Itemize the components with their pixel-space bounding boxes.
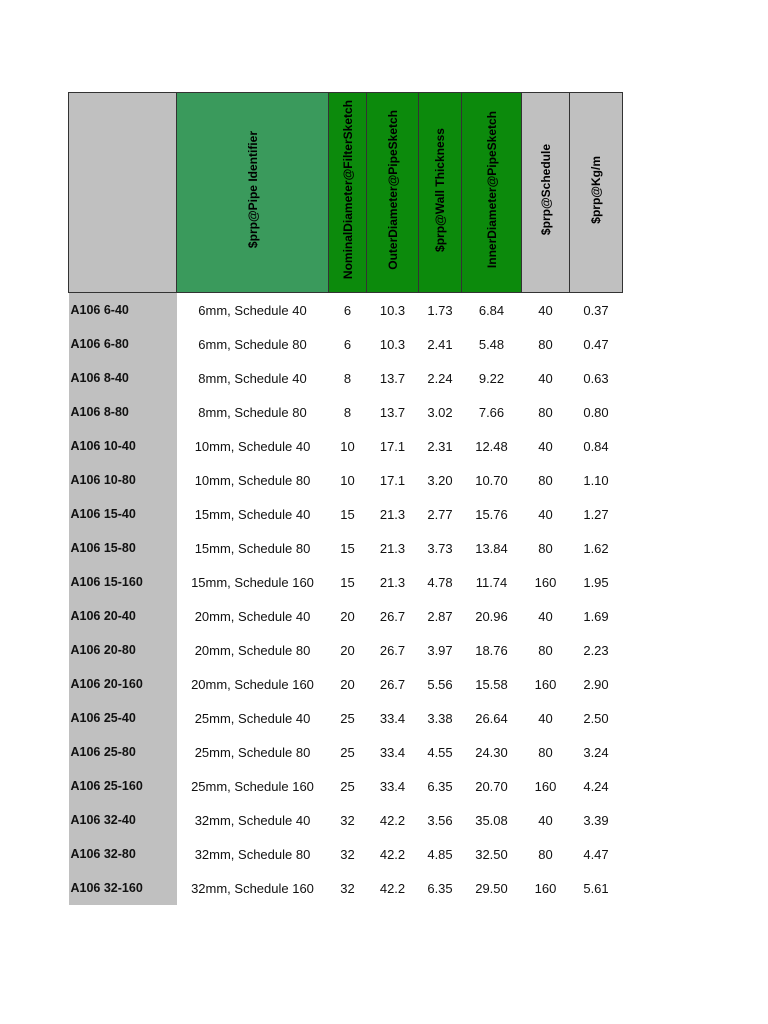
cell-schedule[interactable]: 160	[534, 880, 557, 896]
cell-schedule[interactable]: 160	[534, 778, 557, 794]
cell-wall-thickness[interactable]: 2.31	[427, 438, 453, 454]
cell-nominal-diameter[interactable]: 15	[340, 540, 355, 556]
header-nominal-diameter[interactable]: NominalDiameter@FilterSketch	[329, 93, 367, 293]
cell-kg-per-m[interactable]: 3.39	[583, 812, 609, 828]
cell-config-name[interactable]: A106 32-40	[69, 803, 177, 837]
cell-inner-diameter[interactable]: 5.48	[478, 336, 505, 352]
cell-schedule[interactable]: 40	[538, 812, 553, 828]
cell-kg-per-m[interactable]: 2.23	[583, 642, 609, 658]
cell-wall-thickness[interactable]: 2.24	[427, 370, 453, 386]
cell-config-name[interactable]: A106 25-80	[69, 735, 177, 769]
cell-inner-diameter[interactable]: 12.48	[475, 438, 508, 454]
cell-nominal-diameter[interactable]: 15	[340, 506, 355, 522]
cell-outer-diameter[interactable]: 10.3	[379, 302, 406, 318]
cell-wall-thickness[interactable]: 3.73	[427, 540, 453, 556]
cell-inner-diameter[interactable]: 9.22	[478, 370, 505, 386]
cell-nominal-diameter[interactable]: 20	[340, 676, 355, 692]
cell-inner-diameter[interactable]: 10.70	[475, 472, 508, 488]
cell-nominal-diameter[interactable]: 20	[340, 608, 355, 624]
cell-wall-thickness[interactable]: 3.02	[427, 404, 453, 420]
cell-kg-per-m[interactable]: 0.63	[583, 370, 609, 386]
cell-schedule[interactable]: 40	[538, 370, 553, 386]
cell-pipe-identifier[interactable]: 6mm, Schedule 40	[198, 302, 307, 318]
cell-pipe-identifier[interactable]: 25mm, Schedule 80	[194, 744, 311, 760]
cell-wall-thickness[interactable]: 3.56	[427, 812, 453, 828]
header-pipe-identifier[interactable]: $prp@Pipe Identifier	[177, 93, 329, 293]
table-row	[69, 361, 623, 395]
cell-outer-diameter[interactable]: 33.4	[379, 710, 406, 726]
table-row	[69, 803, 623, 837]
cell-config-name[interactable]: A106 20-160	[69, 667, 177, 701]
cell-inner-diameter[interactable]: 6.84	[478, 302, 505, 318]
cell-nominal-diameter[interactable]: 25	[340, 744, 355, 760]
cell-schedule[interactable]: 80	[538, 846, 553, 862]
cell-inner-diameter[interactable]: 20.96	[475, 608, 508, 624]
cell-config-name[interactable]: A106 6-40	[69, 293, 177, 328]
cell-schedule[interactable]: 160	[534, 676, 557, 692]
cell-outer-diameter[interactable]: 42.2	[379, 846, 406, 862]
cell-schedule[interactable]: 80	[538, 404, 553, 420]
cell-kg-per-m[interactable]: 1.27	[583, 506, 609, 522]
cell-schedule[interactable]: 40	[538, 438, 553, 454]
cell-kg-per-m[interactable]: 0.84	[583, 438, 609, 454]
pipe-spec-sheet	[68, 92, 623, 905]
cell-outer-diameter[interactable]: 33.4	[379, 744, 406, 760]
cell-inner-diameter[interactable]: 15.58	[475, 676, 508, 692]
cell-wall-thickness[interactable]: 2.41	[427, 336, 453, 352]
cell-schedule[interactable]: 80	[538, 744, 553, 760]
cell-inner-diameter[interactable]: 20.70	[475, 778, 508, 794]
cell-config-name[interactable]: A106 20-40	[69, 599, 177, 633]
cell-kg-per-m[interactable]: 2.90	[583, 676, 609, 692]
cell-outer-diameter[interactable]: 26.7	[379, 676, 406, 692]
cell-wall-thickness[interactable]: 2.77	[427, 506, 453, 522]
cell-config-name[interactable]: A106 15-80	[69, 531, 177, 565]
cell-schedule[interactable]: 80	[538, 336, 553, 352]
cell-inner-diameter[interactable]: 24.30	[475, 744, 508, 760]
cell-kg-per-m[interactable]: 0.47	[583, 336, 609, 352]
table-row	[69, 429, 623, 463]
table-row	[69, 837, 623, 871]
cell-wall-thickness[interactable]: 6.35	[427, 880, 453, 896]
cell-nominal-diameter[interactable]: 25	[340, 710, 355, 726]
cell-config-name[interactable]: A106 10-80	[69, 463, 177, 497]
cell-schedule[interactable]: 40	[538, 302, 553, 318]
cell-config-name[interactable]: A106 6-80	[69, 327, 177, 361]
table-row	[69, 327, 623, 361]
cell-wall-thickness[interactable]: 3.38	[427, 710, 453, 726]
cell-pipe-identifier[interactable]: 25mm, Schedule 40	[194, 710, 311, 726]
cell-pipe-identifier[interactable]: 32mm, Schedule 40	[194, 812, 311, 828]
table-row	[69, 599, 623, 633]
cell-schedule[interactable]: 80	[538, 540, 553, 556]
cell-nominal-diameter[interactable]: 10	[340, 472, 355, 488]
table-row	[69, 871, 623, 905]
cell-kg-per-m[interactable]: 1.95	[583, 574, 609, 590]
table-row	[69, 531, 623, 565]
table-row	[69, 497, 623, 531]
table-body	[69, 293, 623, 906]
cell-outer-diameter[interactable]: 13.7	[379, 370, 406, 386]
cell-wall-thickness[interactable]: 3.97	[427, 642, 453, 658]
cell-inner-diameter[interactable]: 29.50	[475, 880, 508, 896]
cell-outer-diameter[interactable]: 26.7	[379, 642, 406, 658]
cell-wall-thickness[interactable]: 1.73	[427, 302, 453, 318]
cell-wall-thickness[interactable]: 2.87	[427, 608, 453, 624]
cell-nominal-diameter[interactable]: 20	[340, 642, 355, 658]
cell-pipe-identifier[interactable]: 8mm, Schedule 40	[198, 370, 307, 386]
cell-kg-per-m[interactable]: 4.47	[583, 846, 609, 862]
cell-kg-per-m[interactable]: 1.10	[583, 472, 609, 488]
cell-kg-per-m[interactable]: 3.24	[583, 744, 609, 760]
cell-kg-per-m[interactable]: 2.50	[583, 710, 609, 726]
cell-wall-thickness[interactable]: 3.20	[427, 472, 453, 488]
cell-wall-thickness[interactable]: 4.85	[427, 846, 453, 862]
header-outer-diameter[interactable]: OuterDiameter@PipeSketch	[367, 93, 419, 293]
cell-inner-diameter[interactable]: 26.64	[475, 710, 508, 726]
cell-outer-diameter[interactable]: 17.1	[379, 472, 406, 488]
cell-pipe-identifier[interactable]: 10mm, Schedule 40	[194, 438, 311, 454]
cell-kg-per-m[interactable]: 1.69	[583, 608, 609, 624]
cell-nominal-diameter[interactable]: 8	[343, 370, 352, 386]
cell-outer-diameter[interactable]: 13.7	[379, 404, 406, 420]
pipe-table	[68, 92, 623, 905]
cell-inner-diameter[interactable]: 13.84	[475, 540, 508, 556]
header-kg-per-m[interactable]: $prp@Kg/m	[570, 93, 623, 293]
cell-config-name[interactable]: A106 25-160	[69, 769, 177, 803]
cell-schedule[interactable]: 80	[538, 642, 553, 658]
cell-config-name[interactable]: A106 15-40	[69, 497, 177, 531]
cell-pipe-identifier[interactable]: 10mm, Schedule 80	[194, 472, 311, 488]
cell-outer-diameter[interactable]: 21.3	[379, 540, 406, 556]
cell-outer-diameter[interactable]: 26.7	[379, 608, 406, 624]
cell-outer-diameter[interactable]: 21.3	[379, 506, 406, 522]
cell-pipe-identifier[interactable]: 20mm, Schedule 40	[194, 608, 311, 624]
cell-outer-diameter[interactable]: 42.2	[379, 812, 406, 828]
table-row	[69, 633, 623, 667]
cell-schedule[interactable]: 160	[534, 574, 557, 590]
table-row	[69, 735, 623, 769]
table-row	[69, 463, 623, 497]
header-inner-diameter[interactable]: InnerDiameter@PipeSketch	[462, 93, 522, 293]
cell-inner-diameter[interactable]: 35.08	[475, 812, 508, 828]
cell-config-name[interactable]: A106 15-160	[69, 565, 177, 599]
cell-inner-diameter[interactable]: 7.66	[478, 404, 505, 420]
cell-pipe-identifier[interactable]: 20mm, Schedule 160	[191, 676, 314, 692]
cell-nominal-diameter[interactable]: 6	[343, 302, 352, 318]
cell-inner-diameter[interactable]: 32.50	[475, 846, 508, 862]
cell-outer-diameter[interactable]: 17.1	[379, 438, 406, 454]
cell-outer-diameter[interactable]: 33.4	[379, 778, 406, 794]
cell-nominal-diameter[interactable]: 32	[340, 880, 355, 896]
cell-nominal-diameter[interactable]: 10	[340, 438, 355, 454]
table-row	[69, 565, 623, 599]
cell-config-name[interactable]: A106 20-80	[69, 633, 177, 667]
cell-kg-per-m[interactable]: 0.80	[583, 404, 609, 420]
cell-nominal-diameter[interactable]: 15	[340, 574, 355, 590]
table-row	[69, 769, 623, 803]
cell-pipe-identifier[interactable]: 15mm, Schedule 160	[191, 574, 314, 590]
cell-nominal-diameter[interactable]: 32	[340, 846, 355, 862]
cell-config-name[interactable]: A106 32-80	[69, 837, 177, 871]
cell-wall-thickness[interactable]: 4.78	[427, 574, 453, 590]
cell-pipe-identifier[interactable]: 6mm, Schedule 80	[198, 336, 307, 352]
header-corner-cell[interactable]	[69, 93, 177, 293]
cell-kg-per-m[interactable]: 0.37	[583, 302, 609, 318]
cell-schedule[interactable]: 40	[538, 608, 553, 624]
cell-pipe-identifier[interactable]: 20mm, Schedule 80	[194, 642, 311, 658]
cell-nominal-diameter[interactable]: 32	[340, 812, 355, 828]
cell-schedule[interactable]: 80	[538, 472, 553, 488]
table-row	[69, 667, 623, 701]
cell-kg-per-m[interactable]: 1.62	[583, 540, 609, 556]
table-row	[69, 395, 623, 429]
cell-pipe-identifier[interactable]: 25mm, Schedule 160	[191, 778, 314, 794]
cell-wall-thickness[interactable]: 5.56	[427, 676, 453, 692]
cell-outer-diameter[interactable]: 42.2	[379, 880, 406, 896]
table-row	[69, 701, 623, 735]
cell-outer-diameter[interactable]: 10.3	[379, 336, 406, 352]
cell-config-name[interactable]: A106 32-160	[69, 871, 177, 905]
cell-nominal-diameter[interactable]: 25	[340, 778, 355, 794]
cell-nominal-diameter[interactable]: 6	[343, 336, 352, 352]
header-schedule[interactable]: $prp@Schedule	[522, 93, 570, 293]
cell-config-name[interactable]: A106 8-80	[69, 395, 177, 429]
header-row	[69, 93, 623, 293]
cell-pipe-identifier[interactable]: 32mm, Schedule 80	[194, 846, 311, 862]
header-wall-thickness[interactable]: $prp@Wall Thickness	[419, 93, 462, 293]
cell-schedule[interactable]: 40	[538, 710, 553, 726]
cell-schedule[interactable]: 40	[538, 506, 553, 522]
cell-pipe-identifier[interactable]: 8mm, Schedule 80	[198, 404, 307, 420]
cell-inner-diameter[interactable]: 18.76	[475, 642, 508, 658]
table-row	[69, 293, 623, 328]
cell-outer-diameter[interactable]: 21.3	[379, 574, 406, 590]
cell-pipe-identifier[interactable]: 15mm, Schedule 40	[194, 506, 311, 522]
cell-inner-diameter[interactable]: 11.74	[475, 574, 508, 590]
cell-kg-per-m[interactable]: 4.24	[583, 778, 609, 794]
cell-wall-thickness[interactable]: 6.35	[427, 778, 453, 794]
cell-config-name[interactable]: A106 10-40	[69, 429, 177, 463]
cell-config-name[interactable]: A106 25-40	[69, 701, 177, 735]
cell-config-name[interactable]: A106 8-40	[69, 361, 177, 395]
cell-pipe-identifier[interactable]: 15mm, Schedule 80	[194, 540, 311, 556]
cell-wall-thickness[interactable]: 4.55	[427, 744, 453, 760]
cell-inner-diameter[interactable]: 15.76	[475, 506, 508, 522]
cell-nominal-diameter[interactable]: 8	[343, 404, 352, 420]
cell-pipe-identifier[interactable]: 32mm, Schedule 160	[191, 880, 314, 896]
cell-kg-per-m[interactable]: 5.61	[583, 880, 609, 896]
